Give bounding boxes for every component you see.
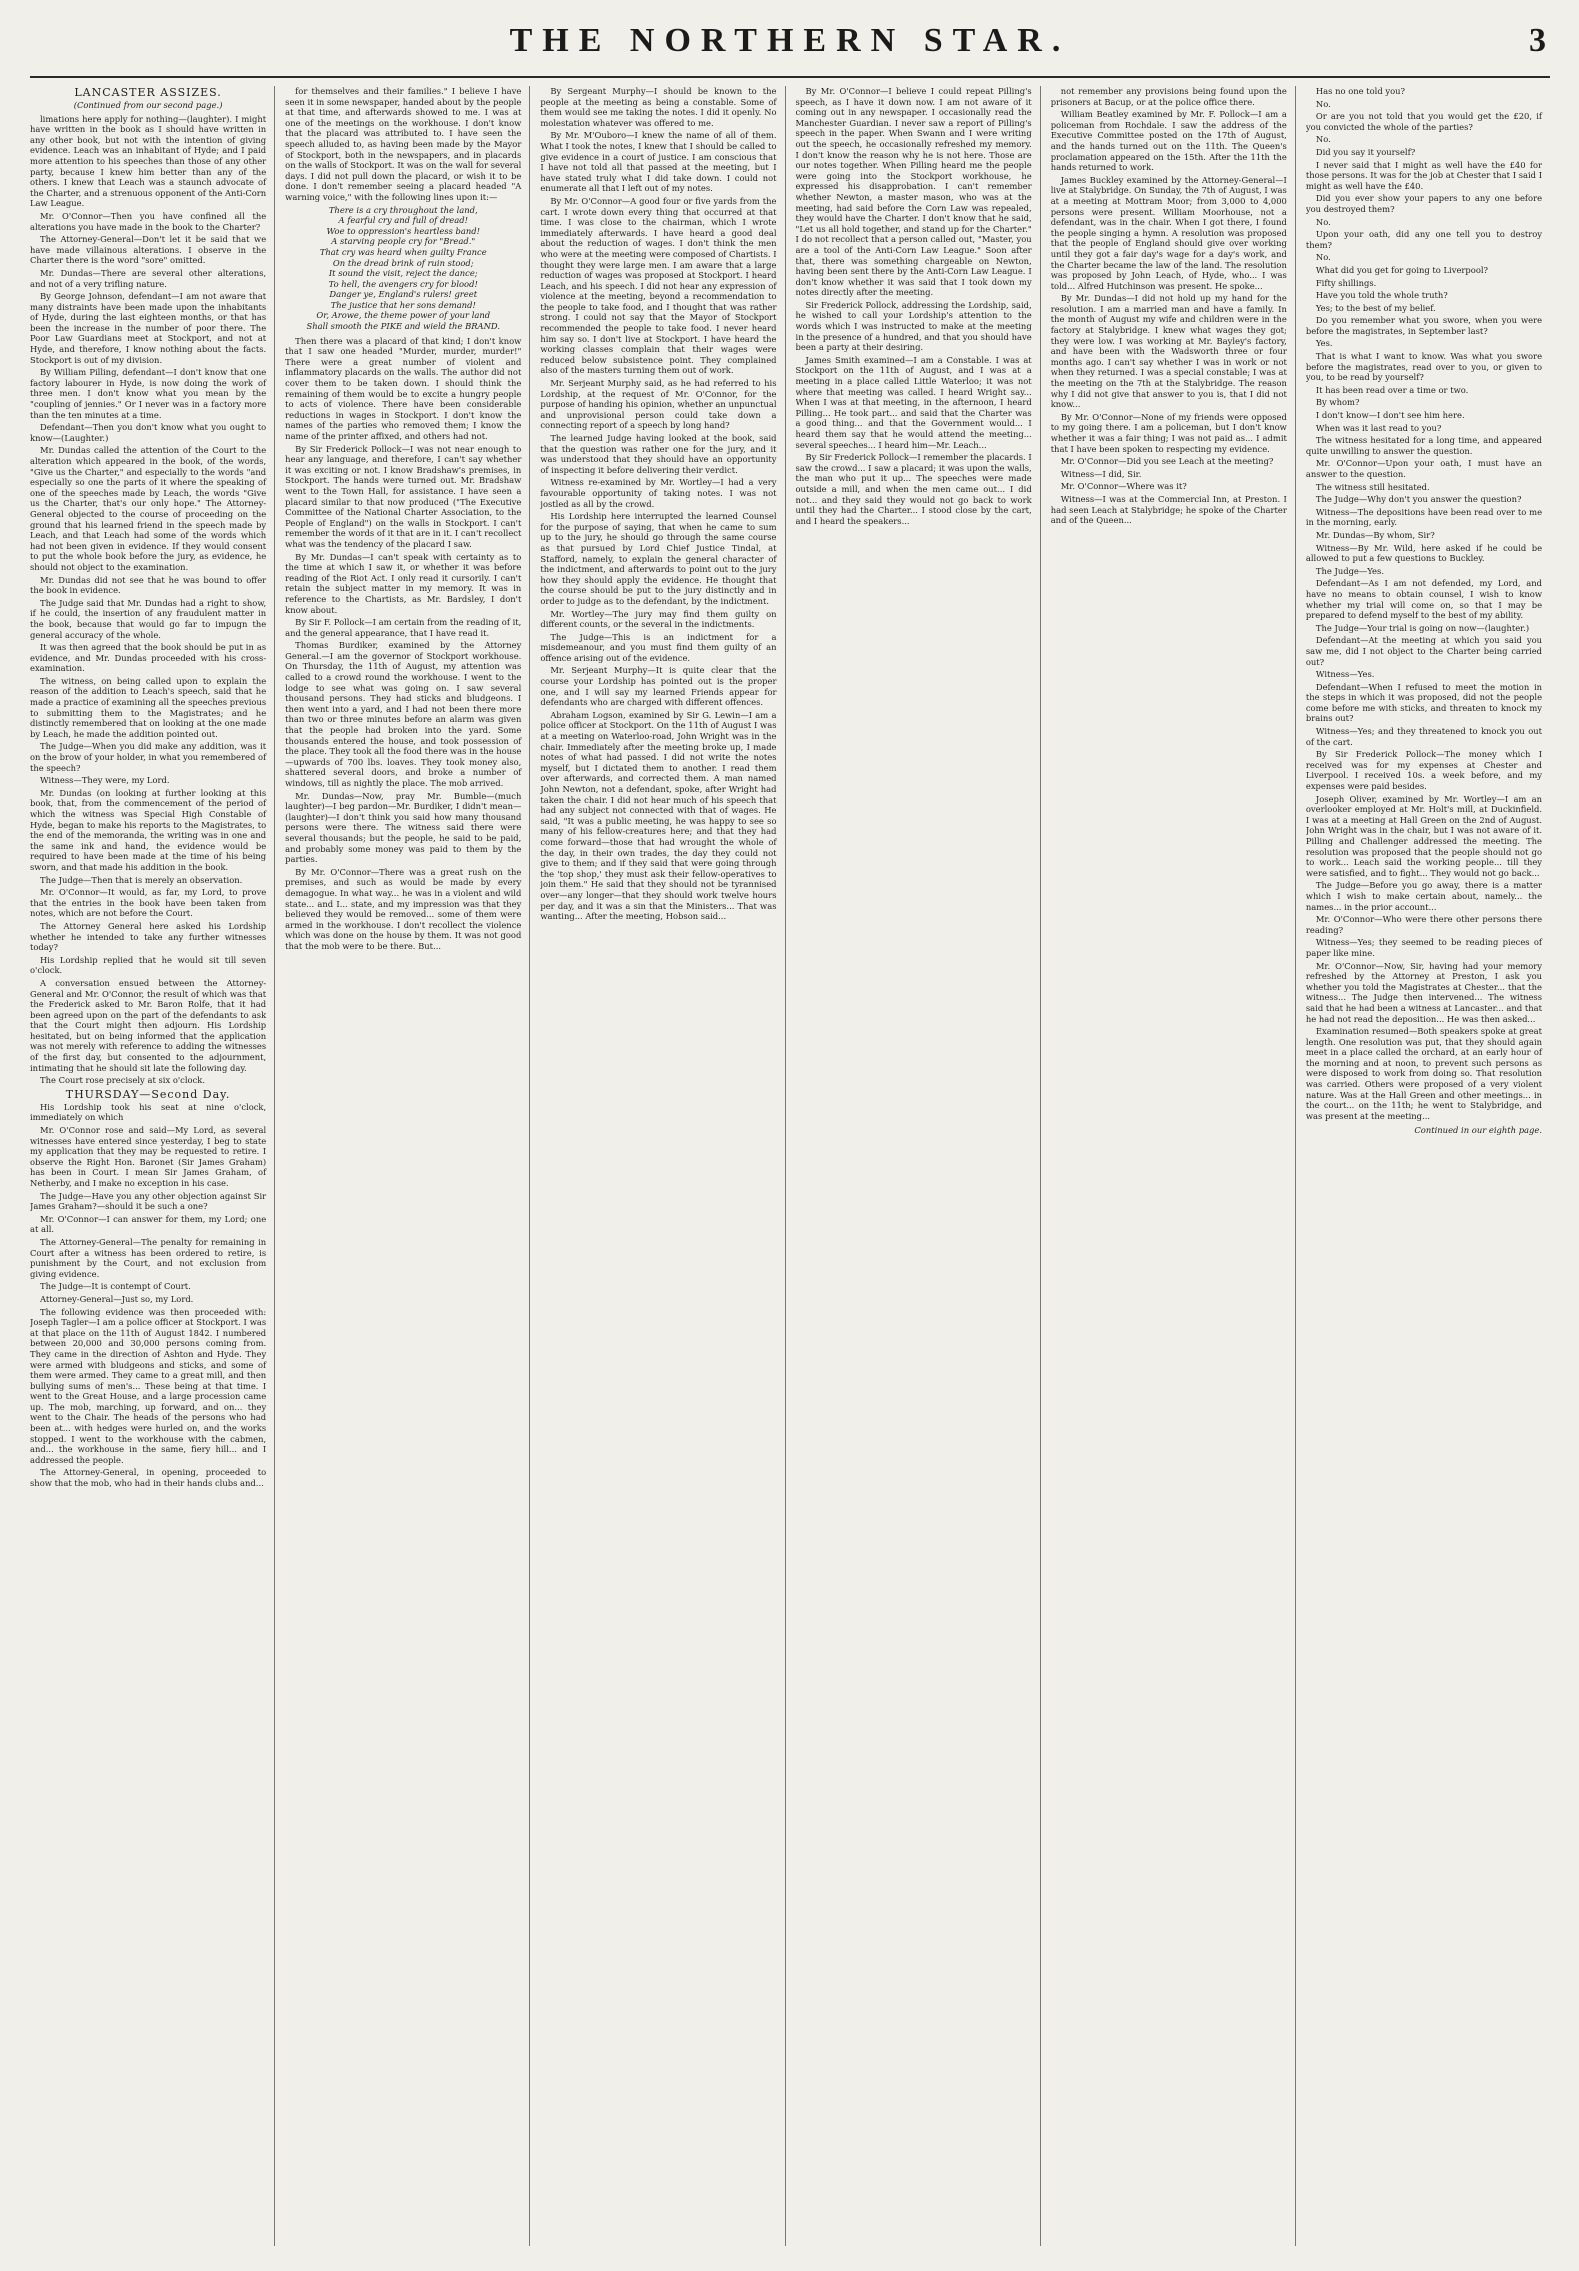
paragraph: Upon your oath, did any one tell you to destroy them? xyxy=(1305,229,1543,250)
paragraph: Then there was a placard of that kind; I don't know that I saw one headed "Murder, murder, murder!" There were a great number of violent and inflammatory placards on the walls. The author did not cover them to be taken down. I should think the remaining of them would be to excite a hungry people to acts of violence. There have been considerable reductions in wages in Stockport. I don't know the names of the parties who removed them; I know the name of the printer affixed, and others had not. xyxy=(285,335,522,441)
paragraph: By Mr. O'Connor—I believe I could repeat Pilling's speech, as I have it down now. I am not aware of it coming out in any newspaper. I occasionally read the Manchester Guardian. I never saw a report of Pilling's speech in the paper. When Swann and I were writing out the speech, he occasionally refreshed my memory. I don't know the reason why he is not here. Those are our notes together. When Pilling heard me the people were going into the Stockport workhouse, he expressed his disapprobation. I can't remember whether Newton, a master mason, who was at the meeting, had said before the Corn Law was repealed, they would have the Charter. I don't know that he said, "Let us all hold together, and stand up for the Charter." I do not recollect that a person called out, "Master, you are a tool of the Anti-Corn Law League." Soon after that, there was something chargeable on Newton, having been sent there by the Anti-Corn Law League. I don't know whether it was said that I took down my notes directly after the meeting. xyxy=(795,86,1032,298)
paragraph: Mr. O'Connor—Then you have confined all the alterations you have made in the book to the Charter? xyxy=(30,210,267,232)
paragraph: Mr. O'Connor—I can answer for them, my Lord; one at all. xyxy=(30,1213,267,1235)
paragraph: That is what I want to know. Was what you swore before the magistrates, read over to you, or given to you, to be read by yourself? xyxy=(1305,351,1543,383)
column-6 xyxy=(1306,86,1550,2246)
paragraph: James Smith examined—I am a Constable. I was at Stockport on the 11th of August, and I was at a meeting in a place called Little Waterloo; it was not where that meeting was called. I heard Wright say... When I was at that meeting, in the afternoon, I heard Pilling... He took part... and said that the Charter was a good thing... and that the Government would... I heard them say that he would attend the meeting... several speeches... I heard him—Mr. Leach... xyxy=(795,354,1032,450)
paragraph: By Mr. O'Connor—A good four or five yards from the cart. I wrote down every thing that occurred at that time. I was close to the chairman, which I wrote immediately afterwards. I have heard a good deal about the reduction of wages. I don't think the men who were at the meeting were composed of Chartists. I thought they were large men. I am aware that a large reduction of wages was proposed at Stockport. I heard Leach, and his speech. I did not hear any expression of violence at the meeting, beyond a recommendation to the people to take food, and I thought that was rather strong. I could not say that the Mayor of Stockport recommended the people to take food. I never heard him say so. I don't live at Stockport. I have heard the working classes complain that their wages were reduced below subsistence point. They complained also of the masters turning them out of work. xyxy=(540,195,777,376)
paragraph: Mr. Dundas—By whom, Sir? xyxy=(1315,529,1435,540)
column-5 xyxy=(1051,86,1296,2246)
paragraph: limations here apply for nothing—(laughter). I might have written in the book as I should have written in any other book, but not with the intention of giving evidence. Leach was an inhabitant of Hyde; and I paid more attention to his speeches than those of any other party, because I knew him better than any of the others. I knew that Leach was a staunch advocate of the Charter, and a strenuous opponent of the Anti-Corn Law League. xyxy=(30,113,267,209)
paragraph: By Mr. Dundas—I did not hold up my hand for the resolution. I am a married man and have a family. In the month of August my wife and children were in the factory at Stalybridge. I knew what wages they got; they were low. I was working at Mr. Bayley's factory, and have been with the Wadsworth three or four months ago. I can't say whether I was in work or not when they returned. I was a special constable; I was at the meeting on the 7th at the Stalybridge. The reason why I did not give that answer to you is, that I did not know... xyxy=(1050,293,1287,410)
paragraph: Mr. O'Connor—Upon your oath, I must have an answer to the question. xyxy=(1305,458,1543,479)
paragraph: His Lordship replied that he would sit till seven o'clock. xyxy=(30,954,267,976)
paragraph: Mr. O'Connor—Who were there other persons there reading? xyxy=(1305,914,1543,935)
paragraph: By Sir Frederick Pollock—I was not near enough to hear any language, and therefore, I can't say whether it was exciting or not. I know Bradshaw's premises, in Stockport. The hands were turned out. Mr. Bradshaw went to the Town Hall, for assistance. I have seen a placard similar to that now produced ("The Executive Committee of the National Charter Association, to the People of England") on the walls in Stockport. I can't remember the words of it that are in it. I can't recollect what was the tendency of the placard I saw. xyxy=(285,443,522,549)
paragraph: By Sir Frederick Pollock—I remember the placards. I saw the crowd... I saw a placard; it was upon the walls, the man who put it up... The speeches were made outside a mill, and when the men came out... I did not... and they said they would not go back to work until they had the Charter... I stood close by the cart, and I heard the speakers... xyxy=(795,452,1032,526)
paragraph: The Judge said that Mr. Dundas had a right to show, if he could, the insertion of any fraudulent matter in the book, because that would go far to impugn the general accuracy of the whole. xyxy=(30,597,267,640)
paragraph: I never said that I might as well have the £40 for those persons. It was for the job at Chester that I said I might as well have the £40. xyxy=(1305,159,1543,191)
paragraph: The Judge—Your trial is going on now—(laughter.) xyxy=(1315,622,1530,633)
paragraph: Yes; to the best of my belief. xyxy=(1315,302,1436,313)
paragraph: By Sergeant Murphy—I should be known to the people at the meeting as being a constable. Some of them would see me taking the notes. I did it openly. No molestation whatever was offered to me. xyxy=(540,86,777,128)
paragraph: By Sir Frederick Pollock—The money which I received was for my expenses at Chester and Liverpool. I received 10s. a week before, and my expenses were paid besides. xyxy=(1305,749,1543,792)
paragraph: By George Johnson, defendant—I am not aware that many distraints have been made upon the inhabitants of Hyde, during the last eighteen months, or that has been the increase in the number of poor there. The Poor Law Guardians meet at Stockport, and not at Hyde, and therefore, I know nothing about the facts. Stockport is out of my division. xyxy=(30,291,267,365)
paragraph: Witness—Yes; they seemed to be reading pieces of paper like mine. xyxy=(1305,937,1543,958)
paragraph: Fifty shillings. xyxy=(1315,277,1377,288)
paragraph: Witness—By Mr. Wild, here asked if he could be allowed to put a few questions to Buckley. xyxy=(1305,542,1543,564)
paragraph: It has been read over a time or two. xyxy=(1315,384,1469,395)
paragraph: Mr. Dundas did not see that he was bound to offer the book in evidence. xyxy=(30,574,267,596)
paragraph: Defendant—When I refused to meet the motion in the steps in which it was proposed, did not the people come before me with sticks, and threaten to knock my brains out? xyxy=(1305,681,1543,724)
paragraph: The Judge—Why don't you answer the question? xyxy=(1315,494,1522,505)
paragraph: Mr. O'Connor—It would, as far, my Lord, to prove that the entries in the book have been taken from notes, which are not before the Court. xyxy=(30,887,267,919)
paragraph: Defendant—Then you don't know what you ought to know—(Laughter.) xyxy=(30,422,267,443)
newspaper-title: THE NORTHERN STAR. xyxy=(509,22,1071,59)
paragraph: The Judge—Before you go away, there is a matter which I wish to make certain about, namely... the names... in the prior account... xyxy=(1305,880,1543,912)
paragraph: No. xyxy=(1315,134,1331,145)
paragraph: No. xyxy=(1315,252,1331,263)
paragraph: Witness—Yes; and they threatened to knock you out of the cart. xyxy=(1305,726,1543,747)
paragraph: The Judge—Then that is merely an observation. xyxy=(40,874,243,885)
paragraph: By Mr. O'Connor—There was a great rush on the premises, and such as would be made by every demagogue. In what way... he was in a violent and wild state... and I... state, and my impression was that they believed they would be removed... some of them were armed in the workhouse. I don't recollect the violence which was done on the house by them. It was not good that the mob were to be there. But... xyxy=(285,866,522,951)
paragraph: Mr. Dundas (on looking at further looking at this book, that, from the commencement of the period of which the witness was Special High Constable of Hyde, began to make his reports to the Magistrates, to the end of the memoranda, the writing was in one and the same ink and hand, the evidence would be required to have been made at the time of his being sworn, and that made his addition in the book. xyxy=(30,787,267,872)
paragraph: Mr. Dundas—There are several other alterations, and not of a very trifling nature. xyxy=(30,267,267,289)
section-heading: THURSDAY—Second Day. xyxy=(65,1087,231,1101)
paragraph: The Attorney-General—Don't let it be said that we have made villainous alterations. I observe in the Charter there is the word "sore" omitted. xyxy=(30,234,267,266)
paragraph: By William Pilling, defendant—I don't know that one factory labourer in Hyde, is now doing the work of three men. I don't know what you mean by the "coupling of jennies." Or I never was in a factory more than the ten minutes at a time. xyxy=(30,367,267,420)
article-columns xyxy=(30,86,1550,2256)
paragraph: Abraham Logson, examined by Sir G. Lewin—I am a police officer at Stockport. On the 11th of August I was at a meeting on Waterloo-road, John Wright was in the chair. Immediately after the meeting broke up, I made notes of what had passed. I did not write the notes myself, but I dictated them to another. I read them over afterwards, and corrected them. A man named John Newton, not a defendant, spoke, after Wright had taken the chair. I did not hear much of his speech that had any subject not connected with that of wages. He said, "It was a public meeting, he was happy to see so many of his fellow-creatures here; and that they had come forward—those that had wrought the whole of the day, in their own trades, the day they could not give to them; and if they said that were going through the 'top shop,' they must ask their fellow-operatives to join them." He said that they should not be tyrannised over—any longer—that they should work twelve hours per day, and it was a sin that the Ministers... That was wanting... After the meeting, Hobson said... xyxy=(540,709,777,922)
paragraph: The witness still hesitated. xyxy=(1315,481,1430,492)
paragraph: Or are you not told that you would get the £20, if you convicted the whole of the parties? xyxy=(1305,111,1543,132)
paragraph: Witness—I was at the Commercial Inn, at Preston. I had seen Leach at Stalybridge; he spoke of the Charter and of the Queen... xyxy=(1050,493,1287,526)
paragraph: Mr. O'Connor—Now, Sir, having had your memory refreshed by the Attorney at Preston, I ask you whether you told the Magistrates at Chester... that the witness... The Judge then intervened... The witness said that he had been a witness at Lancaster... and that he had not read the deposition... He was then asked... xyxy=(1305,960,1543,1024)
paragraph: His Lordship here interrupted the learned Counsel for the purpose of saying, that when he came to sum up to the jury, he should go through the same course as that pursued by Lord Chief Justice Tindal, at Stafford, namely, to explain the general character of the indictment, and afterwards to point out to the jury how they should apply the evidence. He thought that the course should be put to the jury distinctly and in order to judge as to the defendant, by the indictment. xyxy=(540,511,777,606)
paragraph: The Judge—Yes. xyxy=(1315,565,1384,576)
paragraph: Witness—I did, Sir. xyxy=(1060,468,1142,479)
paragraph: William Beatley examined by Mr. F. Pollock—I am a policeman from Rochdale. I saw the address of the Executive Committee posted on the 17th of August, and the hands turned out on the 11th. The Queen's proclamation appeared on the 15th. After the 11th the hands returned to work. xyxy=(1050,109,1287,173)
paragraph: By Mr. Dundas—I can't speak with certainty as to the time at which I saw it, or whether it was before reading of the Riot Act. I only read it cursorily. I can't retain the subject matter in my memory. It was in reference to the Chartists, as Mr. Bardsley, I don't know about. xyxy=(285,551,522,615)
paragraph: Mr. O'Connor—Did you see Leach at the meeting? xyxy=(1060,456,1274,467)
paragraph: Defendant—As I am not defended, my Lord, and have no means to obtain counsel, I wish to know whether my trial will come on, so that I may be prepared to defend myself to the best of my ability. xyxy=(1305,578,1543,621)
paragraph: Witness—Yes. xyxy=(1315,669,1375,680)
paragraph: By whom? xyxy=(1315,397,1360,408)
paragraph: It was then agreed that the book should be put in as evidence, and Mr. Dundas proceeded with his cross-examination. xyxy=(30,642,267,674)
paragraph: not remember any provisions being found upon the prisoners at Bacup, or at the police office there. xyxy=(1050,86,1287,107)
placard-verse: There is a cry throughout the land, A fearful cry and full of dread! Woe to oppression's heartless band! A starving people cry for "Bread." That cry was heard when guilty France On the dread brink of ruin stood; It sound the visit, reject the dance; To hell, the avengers cry for blood! Danger ye, England's rulers! greet The justice that her sons demand! Or, Arowe, the theme power of your land Shall smooth the PIKE and wield the BRAND. xyxy=(306,204,500,332)
paragraph: I don't know—I don't see him here. xyxy=(1315,410,1465,421)
paragraph: The Judge—When you did make any addition, was it on the brow of your holder, in what you remembered of the speech? xyxy=(30,741,267,773)
paragraph: Has no one told you? xyxy=(1315,86,1406,96)
paragraph: No. xyxy=(1315,216,1331,227)
paragraph: Mr. Dundas called the attention of the Court to the alteration which appeared in the book, of the words, "Give us the Charter," and especially to the words "and especially so one the parts of it where the speaking of one of the speeches made by Leach, the words "Give us the Charter, that's our only hope." The Attorney-General objected to the course of proceeding on the ground that his learned friend in the speech made by Leach, and that Leach had some of the words which had not been given in evidence. If they would consent to put the whole book before the jury, as evidence, he should not object to the examination. xyxy=(30,445,267,572)
paragraph: Witness re-examined by Mr. Wortley—I had a very favourable opportunity of taking notes. I was not jostled as all by the crowd. xyxy=(540,477,777,509)
paragraph: What did you get for going to Liverpool? xyxy=(1315,264,1489,275)
column-4 xyxy=(796,86,1041,2246)
paragraph: for themselves and their families." I believe I have seen it in some newspaper, handed about by the people at that time, and afterwards showed to me. I was at one of the meetings on the workhouse. I don't know that the placard was attributed to. I have seen the speech alluded to, as having been made by the Mayor of Stockport, both in the newspapers, and in placards on the walls of Stockport. It was on the wall for several days. I did not pull down the placard, or wish it to be done. I don't remember seeing a placard headed "A warning voice," with the following lines upon it:— xyxy=(285,86,522,202)
paragraph: Mr. Serjeant Murphy—It is quite clear that the course your Lordship has pointed out is the proper one, and I will say my learned Friends appear for defendants who are charged with different offences. xyxy=(540,665,777,708)
paragraph: The following evidence was then proceeded with: Joseph Tagler—I am a police officer at Stockport. I was at that place on the 11th of August 1842. I numbered between 20,000 and 30,000 persons coming from. They came in the direction of Ashton and Hyde. They were armed with bludgeons and sticks, and some of them were armed. They came to a great mill, and then bullying sums of men's... These being at that time. I went to the Great House, and a large procession came up. The mob, marching, up forward, and on... they went to the Chair. The heads of the persons who had been at... with hedges were hurled on, and the works stopped. I went to the workhouse with the cabmen, and... the workhouse in the same, fiery hill... and I addressed the people. xyxy=(30,1306,267,1465)
paragraph: Joseph Oliver, examined by Mr. Wortley—I am an overlooker employed at Mr. Holt's mill, at Duckinfield. I was at a meeting at Hall Green on the 2nd of August. John Wright was in the chair, but I was not aware of it. Pilling and Challenger addressed the meeting. The resolution was proposed that the people should not go to work... Leach said the working people... till they were satisfied, and to fight... They would not go back... xyxy=(1305,793,1543,878)
paragraph: Did you ever show your papers to any one before you destroyed them? xyxy=(1305,193,1543,214)
paragraph: The Judge—This is an indictment for a misdemeanour, and you must find them guilty of an offence arising out of the evidence. xyxy=(540,631,777,663)
paragraph: The witness, on being called upon to explain the reason of the addition to Leach's speech, said that he made a practice of examining all the speeches previous to submitting them to the Magistrates; and he distinctly remembered that on looking at the one made by Leach, he made the addition pointed out. xyxy=(30,675,267,739)
paragraph: Do you remember what you swore, when you were before the magistrates, in September last? xyxy=(1305,315,1543,336)
paragraph: Did you say it yourself? xyxy=(1315,146,1416,157)
paragraph: Mr. Serjeant Murphy said, as he had referred to his Lordship, at the request of Mr. O'Connor, for the purpose of handing his opinion, whether an unpunctual and unprovisional person could take down a connecting report of a speech by long hand? xyxy=(540,378,777,431)
paragraph: Witness—They were, my Lord. xyxy=(40,775,170,786)
section-heading: LANCASTER ASSIZES. xyxy=(74,86,222,99)
paragraph: Defendant—At the meeting at which you said you saw me, did I not object to the Charter being carried out? xyxy=(1305,635,1543,667)
paragraph: By Sir F. Pollock—I am certain from the reading of it, and the general appearance, that I have read it. xyxy=(285,617,522,638)
continued-note: Continued in our eighth page. xyxy=(1414,1125,1543,1136)
paragraph: When was it last read to you? xyxy=(1315,422,1442,433)
paragraph: James Buckley examined by the Attorney-General—I live at Stalybridge. On Sunday, the 7th of August, I was at a meeting at Mottram Moor; from 3,000 to 4,000 persons were present. William Moorhouse, not a defendant, was in the chair. When I got there, I found the people singing a hymn. A resolution was proposed that the people of England should give over working until they got a fair day's wage for a day's work, and the Charter became the law of the land. The resolution was proposed by John Leach, of Hyde, who... I was told... Alfred Hutchinson was present. He spoke... xyxy=(1050,174,1287,291)
paragraph: Sir Frederick Pollock, addressing the Lordship, said, he wished to call your Lordship's attention to the words which I was instructed to make at the meeting in the presence of a hundred, and that you should have been a party at their desiring. xyxy=(795,299,1032,353)
paragraph: The Attorney General here asked his Lordship whether he intended to take any further witnesses today? xyxy=(30,920,267,953)
column-2 xyxy=(285,86,530,2246)
paragraph: No. xyxy=(1315,98,1331,109)
paragraph: Thomas Burdiker, examined by the Attorney General.—I am the governor of Stockport workhouse. On Thursday, the 11th of August, my attention was called to a crowd round the workhouse. I went to the lodge to see what was going on. I saw several thousand persons. They had sticks and bludgeons. I then went into a yard, and I had not been there more than two or three minutes before an alarm was given that the people had broken into the yard. Some thousands entered the house, and took possession of the place. They took all the food there was in the house—upwards of 700 lbs. loaves. They took money also, shattered several doors, and broke a number of windows, till as nightly the place. The mob arrived. xyxy=(285,640,522,788)
section-subheading: (Continued from our second page.) xyxy=(73,100,223,110)
column-3 xyxy=(540,86,785,2246)
column-1 xyxy=(30,86,275,2246)
paragraph: Mr. O'Connor rose and said—My Lord, as several witnesses have entered since yesterday, I beg to state my application that they may be requested to retire. I observe the Right Hon. Baronet (Sir James Graham) has been in Court. I mean Sir James Graham, of Netherby, and I make no exception in his case. xyxy=(30,1125,267,1188)
paragraph: The Court rose precisely at six o'clock. xyxy=(40,1075,206,1086)
paragraph: A conversation ensued between the Attorney-General and Mr. O'Connor, the result of which was that the Frederick asked to Mr. Baron Rolfe, that it had been agreed upon on the part of the defendants to ask that the Court might then adjourn. His Lordship hesitated, but on being informed that the application was not merely with reference to adding the witnesses of the first day, but consented to the adjournment, intimating that he should sit late the following day. xyxy=(30,977,267,1073)
paragraph: The Attorney-General—The penalty for remaining in Court after a witness has been ordered to retire, is punishment by the Court, and not exclusion from giving evidence. xyxy=(30,1236,267,1279)
paragraph: Mr. Wortley—The jury may find them guilty on different counts, or the several in the indictments. xyxy=(540,608,777,630)
paragraph: The Judge—It is contempt of Court. xyxy=(40,1281,191,1292)
paragraph: Mr. O'Connor—Where was it? xyxy=(1060,481,1187,492)
paragraph: Have you told the whole truth? xyxy=(1315,290,1448,301)
paragraph: Witness—The depositions have been read over to me in the morning, early. xyxy=(1305,506,1543,528)
paragraph: Examination resumed—Both speakers spoke at great length. One resolution was put, that they should again meet in a place called the orchard, at an early hour of the morning and at noon, to prevent such persons as were disposed to work from doing so. That resolution was carried. Others were proposed of a very violent nature. Was at the Hall Green and other meetings... in the court... on the 11th; he went to Stalybridge, and was present at the meeting... xyxy=(1305,1026,1543,1121)
paragraph: Yes. xyxy=(1315,338,1333,349)
paragraph: His Lordship took his seat at nine o'clock, immediately on which xyxy=(30,1101,267,1123)
paragraph: Mr. Dundas—Now, pray Mr. Bumble—(much laughter)—I beg pardon—Mr. Burdiker, I didn't mean—(laughter)—I don't think you said how many thousand persons were there. The witness said there were several thousands; but the people, he said to be paid, and probably some money was paid to them by the parties. xyxy=(285,790,522,865)
paragraph: The learned Judge having looked at the book, said that the question was rather one for the jury, and it was understood that they should have an opportunity of inspecting it before delivering their verdict. xyxy=(540,433,777,475)
paragraph: By Mr. M'Ouboro—I knew the name of all of them. What I took the notes, I knew that I should be called to give evidence in a court of justice. I am conscious that I have not told all that passed at the meeting, but I have stated truly what I did take down. I could not enumerate all that I left out of my notes. xyxy=(540,130,777,194)
masthead xyxy=(30,20,1550,78)
page-number: 3 xyxy=(1529,22,1546,59)
paragraph: The Judge—Have you any other objection against Sir James Graham?—should it be such a one? xyxy=(30,1190,267,1212)
paragraph: By Mr. O'Connor—None of my friends were opposed to my going there. I am a policeman, but I don't know whether it was a fair thing; I was not paid as... I admit that I have been spoken to respecting my evidence. xyxy=(1050,411,1287,454)
paragraph: Attorney-General—Just so, my Lord. xyxy=(40,1293,194,1304)
paragraph: The Attorney-General, in opening, proceeded to show that the mob, who had in their hands clubs and... xyxy=(30,1467,267,1489)
paragraph: The witness hesitated for a long time, and appeared quite unwilling to answer the question. xyxy=(1305,435,1543,456)
